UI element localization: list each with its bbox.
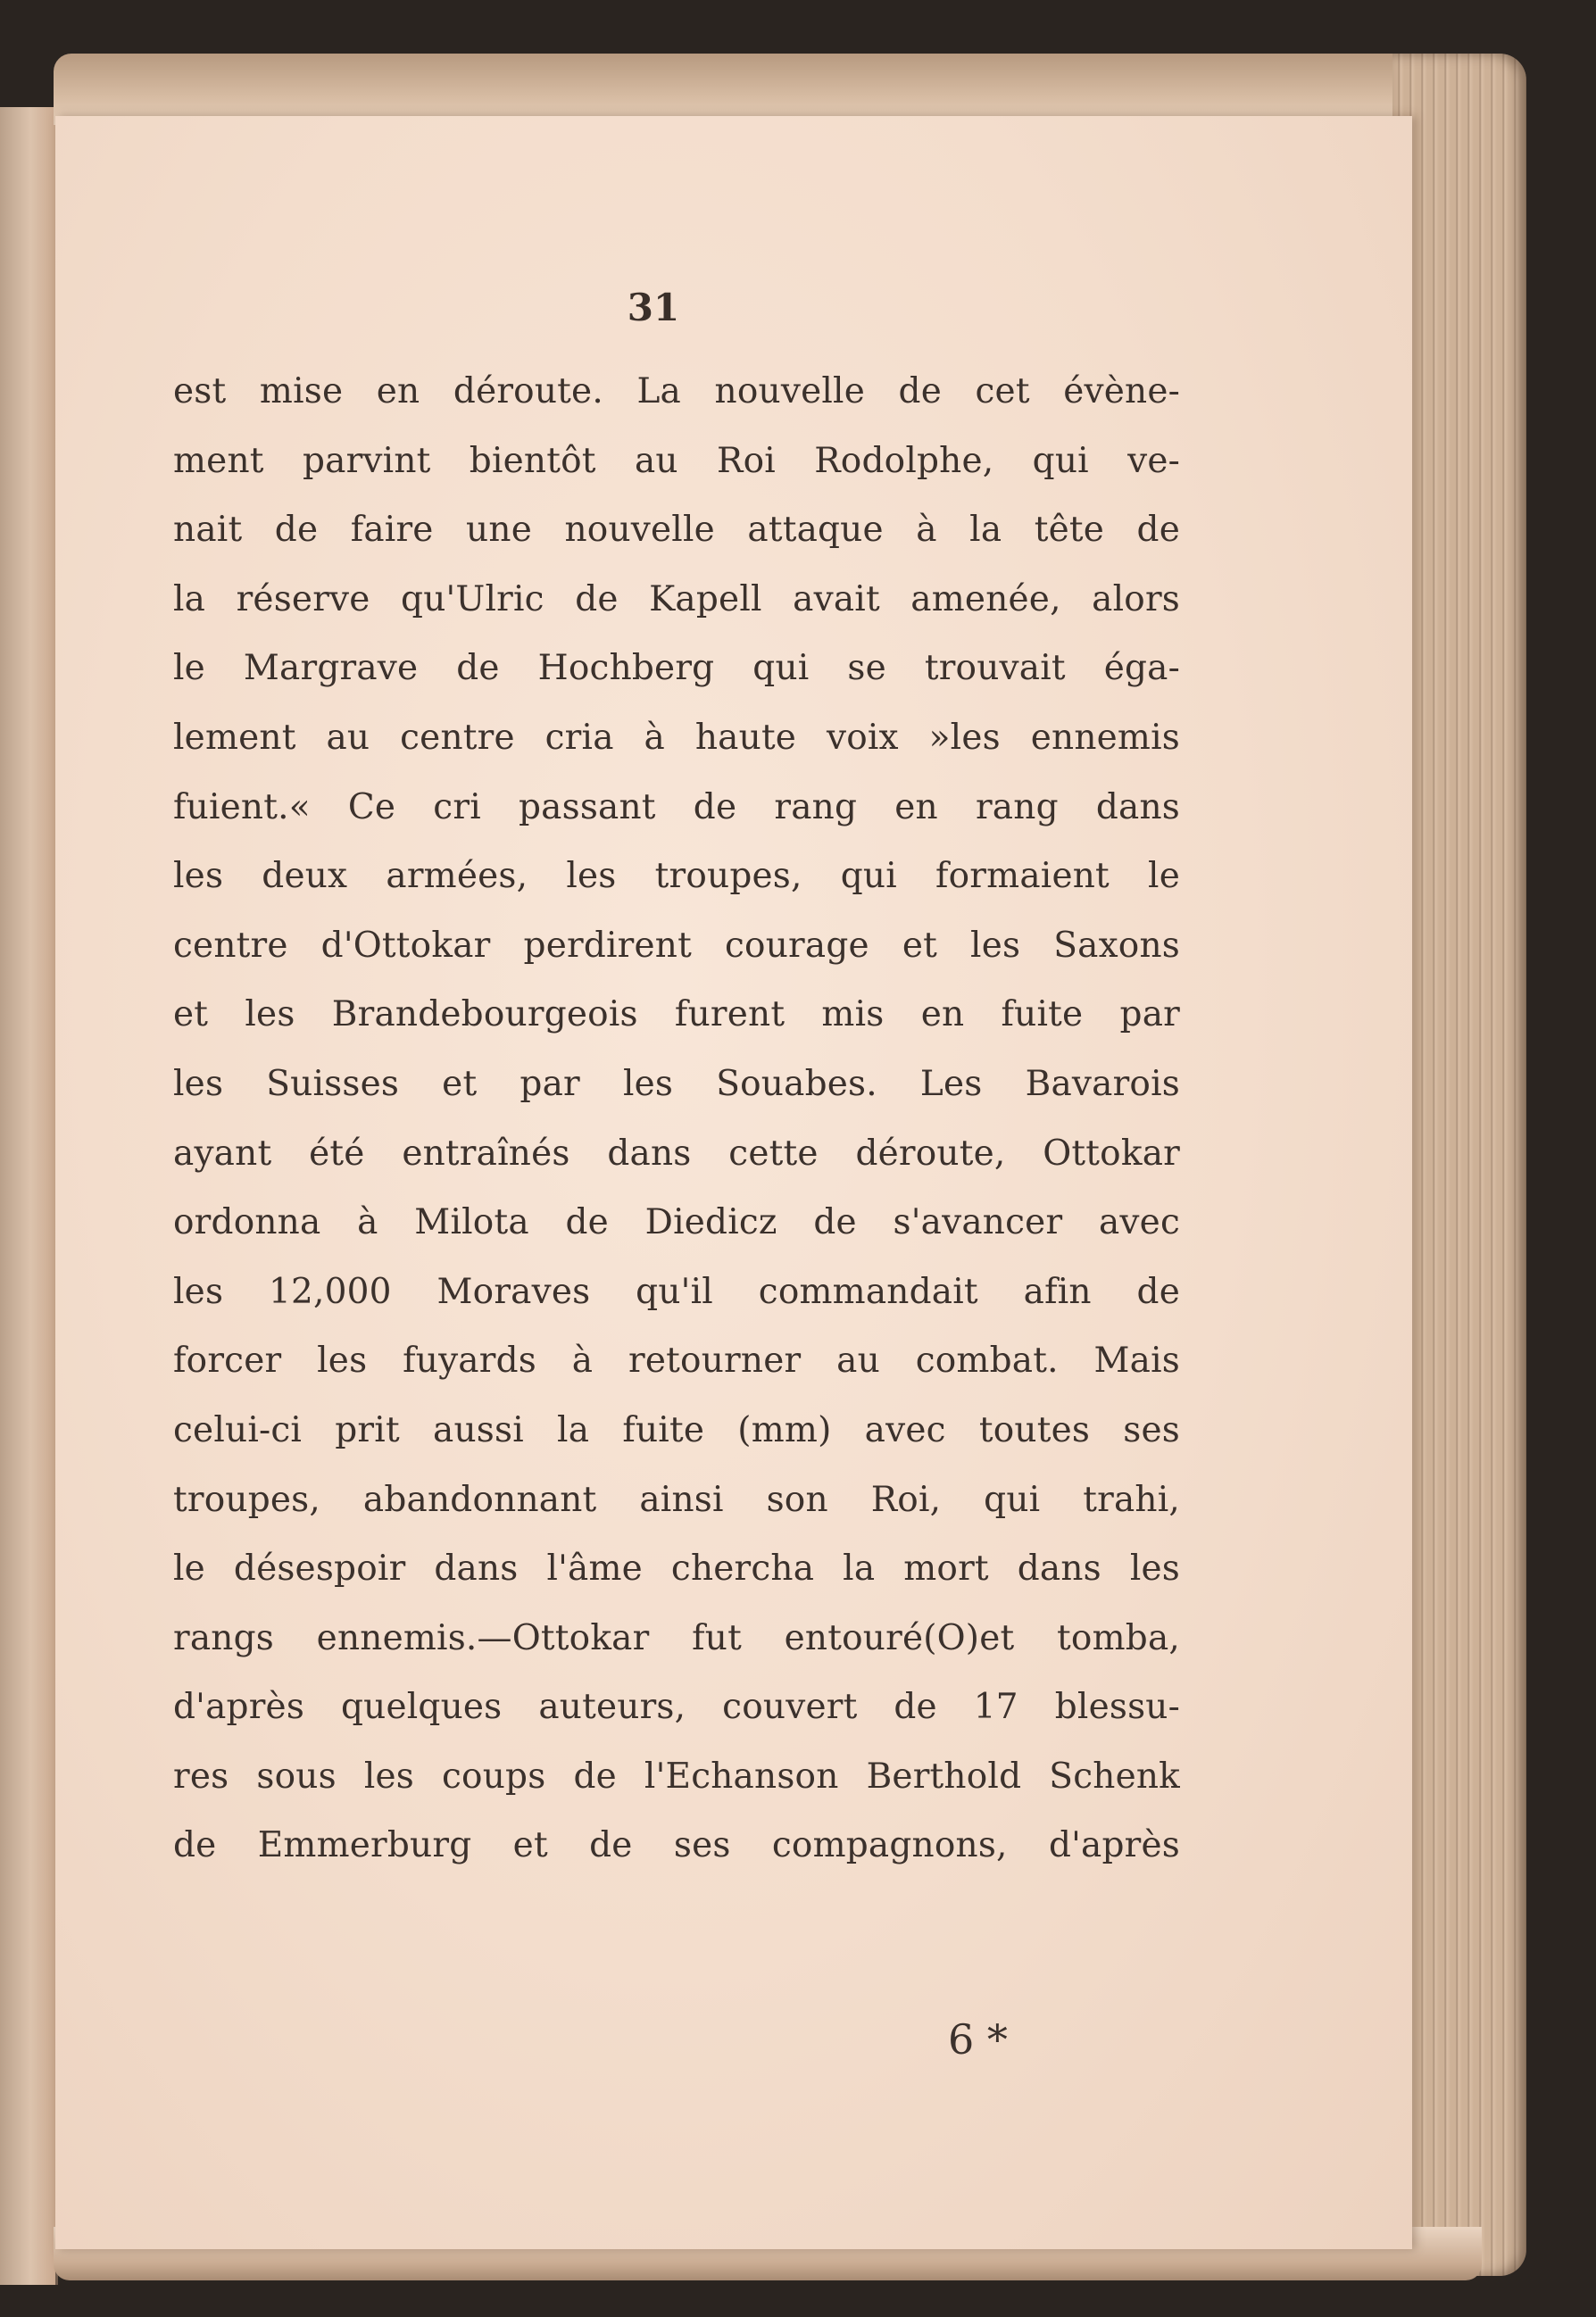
page-number: 31	[627, 286, 680, 329]
page-stack-top-edge	[54, 54, 1473, 125]
text-line: troupes, abandonnant ainsi son Roi, qui trahi,	[173, 1479, 1180, 1520]
text-line: lement au centre cria à haute voix »les ennemis	[173, 717, 1180, 758]
page-stack-right-edge	[1392, 54, 1526, 2276]
text-line: et les Brandebourgeois furent mis en fuite par	[173, 994, 1180, 1035]
book-page	[55, 116, 1412, 2249]
text-line: est mise en déroute. La nouvelle de cet évène-	[173, 371, 1180, 411]
previous-page-edge	[0, 107, 58, 2285]
text-line: ordonna à Milota de Diedicz de s'avancer avec	[173, 1202, 1180, 1243]
text-line: le désespoir dans l'âme chercha la mort dans les	[173, 1549, 1180, 1590]
text-line: centre d'Ottokar perdirent courage et les Saxons	[173, 925, 1180, 966]
text-line: res sous les coups de l'Echanson Berthold Schenk	[173, 1756, 1180, 1797]
text-line: celui-ci prit aussi la fuite (mm) avec toutes ses	[173, 1409, 1180, 1450]
body-text	[173, 357, 1180, 1881]
signature-mark: 6 *	[948, 2015, 1008, 2064]
text-line: la réserve qu'Ulric de Kapell avait amenée, alors	[173, 578, 1180, 619]
text-line: les deux armées, les troupes, qui formaient le	[173, 856, 1180, 897]
text-line: ment parvint bientôt au Roi Rodolphe, qui ve-	[173, 440, 1180, 481]
text-line: les 12,000 Moraves qu'il commandait afin de	[173, 1271, 1180, 1312]
text-line: nait de faire une nouvelle attaque à la tête de	[173, 510, 1180, 551]
text-line: fuient.« Ce cri passant de rang en rang dans	[173, 786, 1180, 827]
text-line: rangs ennemis.—Ottokar fut entouré(O)et tomba,	[173, 1617, 1180, 1658]
text-line: le Margrave de Hochberg qui se trouvait éga-	[173, 648, 1180, 689]
text-line: d'après quelques auteurs, couvert de 17 blessu-	[173, 1687, 1180, 1728]
text-line: de Emmerburg et de ses compagnons, d'après	[173, 1825, 1180, 1866]
text-line: forcer les fuyards à retourner au combat. Mais	[173, 1341, 1180, 1382]
text-line: ayant été entraînés dans cette déroute, Ottokar	[173, 1133, 1180, 1174]
text-line: les Suisses et par les Souabes. Les Bavarois	[173, 1063, 1180, 1104]
